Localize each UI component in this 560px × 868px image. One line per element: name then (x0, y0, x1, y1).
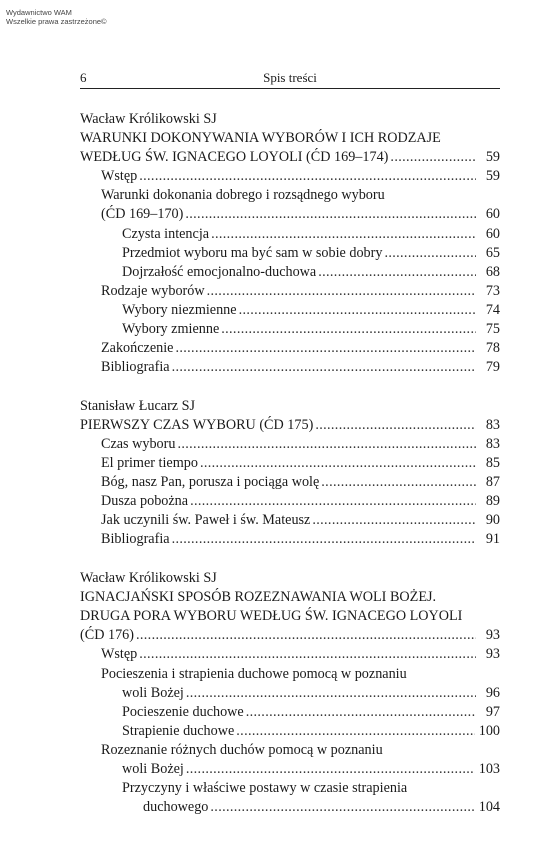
toc-entry-title: Przyczyny i właściwe postawy w czasie strapienia (122, 780, 408, 797)
toc-entry (80, 340, 500, 359)
toc-entry (80, 130, 500, 149)
toc-entry (80, 245, 500, 264)
dot-leader (211, 226, 476, 243)
dot-leader (210, 799, 474, 816)
toc-entry-title: (ĆD 169–170) (101, 206, 184, 223)
dot-leader (312, 512, 476, 529)
dot-leader (239, 302, 476, 319)
toc-entry (80, 685, 500, 704)
toc-entry (80, 646, 500, 665)
toc-entry-title: Bibliografia (101, 359, 170, 376)
running-title: Spis treści (263, 70, 317, 85)
toc-entry-title: Zakończenie (101, 340, 174, 357)
toc-page-number: 93 (485, 627, 500, 644)
toc-page-number: 75 (485, 321, 500, 338)
toc-entry-title: woli Bożej (122, 761, 184, 777)
toc-page-number: 90 (485, 512, 500, 529)
toc-entry (80, 168, 500, 187)
toc-page-number: 83 (485, 436, 500, 452)
toc-entry-title: Bibliografia (101, 531, 170, 548)
publisher-name: Wydawnictwo WAM (6, 8, 72, 17)
toc-entry (80, 570, 500, 589)
toc-entry-title: Wacław Królikowski SJ (80, 111, 217, 127)
dot-leader (172, 531, 476, 548)
toc-entry (80, 283, 500, 302)
toc-entry-title: woli Bożej (122, 684, 184, 701)
dot-leader (390, 149, 476, 166)
toc-entry (80, 359, 500, 378)
copyright-notice: Wszelkie prawa zastrzeżone© (6, 17, 107, 26)
toc-entry (80, 608, 500, 627)
dot-leader (236, 723, 474, 740)
dot-leader (200, 455, 476, 472)
toc-entry (80, 780, 500, 799)
toc-entry-title: Bóg, nasz Pan, porusza i pociąga wolę (101, 474, 320, 491)
toc-page-number: 78 (485, 340, 500, 357)
toc-entry-title: WARUNKI DOKONYWANIA WYBORÓW I ICH RODZAJE (80, 130, 441, 147)
toc-entry-title: Wstęp (101, 168, 138, 185)
toc-page-number: 96 (485, 684, 500, 701)
toc-entry (80, 493, 500, 512)
toc-page-number: 89 (485, 493, 500, 510)
toc-entry-title: Wybory zmienne (122, 321, 220, 338)
dot-leader (190, 493, 476, 510)
dot-leader (221, 321, 476, 338)
dot-leader (177, 436, 476, 453)
dot-leader (139, 646, 476, 663)
toc-entry (80, 149, 500, 168)
toc-entry-title: Dojrzałość emocjonalno-duchowa (122, 263, 317, 280)
table-of-contents (80, 111, 500, 838)
toc-entry (80, 302, 500, 321)
toc-entry-title: Stanisław Łucarz SJ (80, 397, 196, 414)
toc-entry-title: Rozeznanie różnych duchów pomocą w poznaniu (101, 741, 383, 758)
toc-page-number: 87 (485, 474, 500, 491)
toc-entry (80, 264, 500, 283)
dot-leader (172, 359, 476, 376)
toc-entry (80, 417, 500, 436)
toc-page-number: 104 (478, 799, 500, 816)
dot-leader (185, 206, 476, 223)
toc-entry (80, 531, 500, 550)
toc-entry (80, 666, 500, 685)
toc-entry (80, 187, 500, 206)
toc-entry (80, 742, 500, 761)
toc-entry-title: Rodzaje wyborów (101, 282, 205, 299)
toc-page-number: 65 (485, 244, 500, 261)
toc-entry (80, 723, 500, 742)
dot-leader (384, 245, 476, 262)
toc-entry-title: Pocieszenia i strapienia duchowe pomocą w poznaniu (101, 665, 407, 682)
toc-entry (80, 206, 500, 225)
toc-page-number: 79 (485, 359, 500, 376)
toc-entry-title: duchowego (143, 799, 209, 816)
toc-entry-title: Wstęp (101, 646, 138, 663)
toc-entry (80, 799, 500, 818)
toc-entry-title: El primer tiempo (101, 455, 198, 472)
toc-entry-title: Wybory niezmienne (122, 301, 237, 318)
toc-entry (80, 627, 500, 646)
toc-entry (80, 761, 500, 780)
dot-leader (246, 704, 476, 721)
toc-page-number: 83 (485, 416, 500, 433)
toc-entry (80, 398, 500, 417)
toc-entry-title: Wacław Królikowski SJ (80, 570, 217, 587)
toc-entry (80, 436, 500, 455)
toc-page-number: 85 (485, 455, 500, 472)
toc-entry-title: Czas wyboru (101, 436, 176, 452)
toc-entry-title: PIERWSZY CZAS WYBORU (ĆD 175) (80, 416, 314, 433)
toc-section (80, 570, 500, 818)
toc-page-number: 100 (478, 722, 500, 739)
toc-entry-title: WEDŁUG ŚW. IGNACEGO LOYOLI (ĆD 169–174) (80, 149, 389, 166)
toc-entry (80, 111, 500, 130)
toc-entry-title: (ĆD 176) (80, 627, 134, 644)
toc-entry (80, 474, 500, 493)
page-header (80, 64, 500, 89)
toc-entry-title: IGNACJAŃSKI SPOSÓB ROZEZNAWANIA WOLI BOŻEJ. (80, 589, 437, 606)
toc-page-number: 60 (485, 225, 500, 242)
dot-leader (139, 168, 476, 185)
dot-leader (207, 283, 476, 300)
toc-page-number: 103 (478, 761, 500, 777)
toc-entry-title: DRUGA PORA WYBORU WEDŁUG ŚW. IGNACEGO LOYOLI (80, 608, 463, 625)
toc-page-number: 74 (485, 301, 500, 318)
toc-page-number: 93 (485, 646, 500, 663)
toc-page-number: 60 (485, 206, 500, 223)
toc-entry-title: Pocieszenie duchowe (122, 703, 244, 720)
dot-leader (186, 685, 476, 702)
toc-page-number: 91 (485, 531, 500, 548)
toc-page-number: 68 (485, 263, 500, 280)
dot-leader (136, 627, 476, 644)
toc-page-number: 59 (485, 168, 500, 185)
toc-entry-title: Dusza pobożna (101, 493, 189, 510)
dot-leader (315, 417, 476, 434)
toc-section (80, 111, 500, 378)
toc-entry (80, 321, 500, 340)
dot-leader (186, 761, 475, 778)
toc-page-number: 97 (485, 703, 500, 720)
toc-page-number: 73 (485, 282, 500, 299)
toc-entry (80, 589, 500, 608)
toc-entry-title: Warunki dokonania dobrego i rozsądnego wyboru (101, 187, 385, 204)
dot-leader (318, 264, 476, 281)
toc-entry-title: Czysta intencja (122, 225, 210, 242)
publisher-watermark (6, 8, 107, 26)
toc-entry-title: Przedmiot wyboru ma być sam w sobie dobry (122, 244, 383, 261)
dot-leader (175, 340, 476, 357)
toc-entry (80, 704, 500, 723)
toc-entry-title: Jak uczynili św. Paweł i św. Mateusz (101, 512, 311, 529)
toc-section (80, 398, 500, 551)
toc-entry-title: Strapienie duchowe (122, 722, 235, 739)
page-number: 6 (80, 70, 87, 85)
toc-entry (80, 512, 500, 531)
toc-page-number: 59 (485, 149, 500, 166)
toc-entry (80, 226, 500, 245)
dot-leader (321, 474, 476, 491)
toc-entry (80, 455, 500, 474)
